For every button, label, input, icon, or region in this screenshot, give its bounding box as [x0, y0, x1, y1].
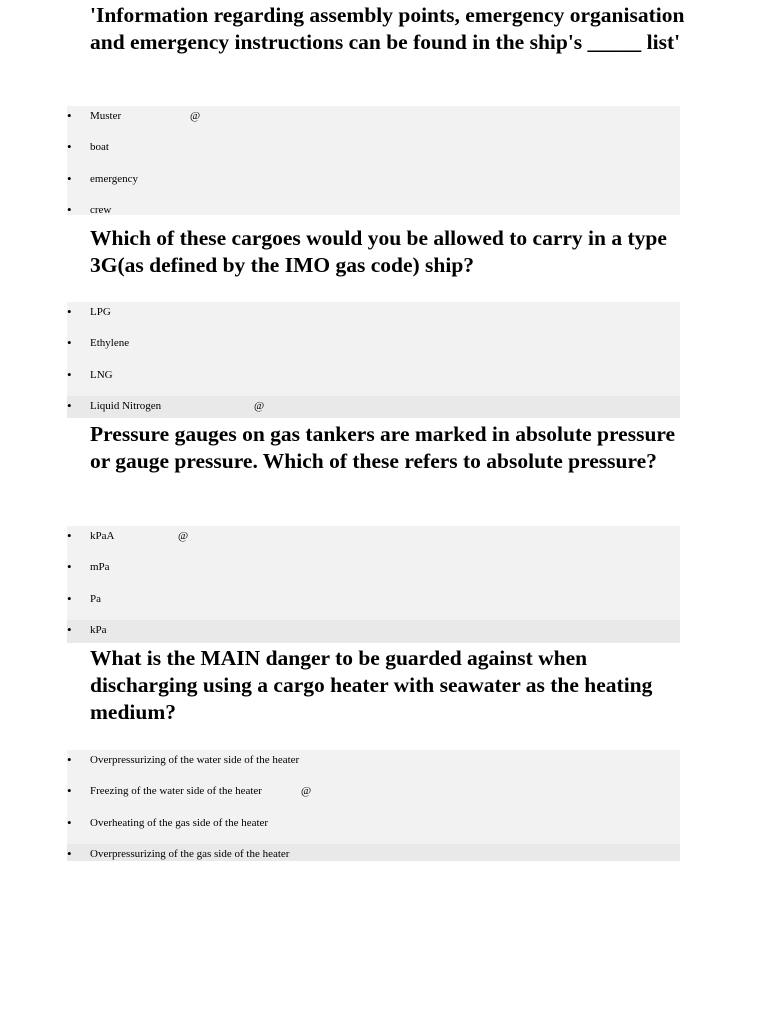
answer-marker: @ — [178, 530, 189, 542]
question-2-options — [67, 302, 680, 418]
option-label: kPa — [90, 623, 107, 636]
bullet: • — [67, 845, 72, 861]
option-label: Overpressurizing of the water side of the heater — [90, 754, 300, 766]
option-muster[interactable] — [67, 106, 680, 137]
bullet: • — [67, 201, 72, 217]
option-label: Freezing of the water side of the heater — [90, 785, 262, 798]
bullet: • — [67, 783, 72, 799]
option-boat[interactable] — [67, 137, 680, 168]
option-label: mPa — [90, 561, 110, 574]
option-kpaa[interactable] — [67, 526, 680, 557]
bullet: • — [67, 139, 72, 155]
option-lng[interactable] — [67, 365, 680, 396]
bullet: • — [67, 304, 72, 319]
option-liquid-nitrogen[interactable] — [67, 396, 680, 418]
option-emergency[interactable] — [67, 169, 680, 200]
option-overpressurizing-gas-side[interactable] — [67, 844, 680, 861]
bullet: • — [67, 335, 72, 351]
question-1-options — [67, 106, 680, 215]
question-3-text: Pressure gauges on gas tankers are marked in absolute pressure or gauge pressure. Which of these refers to absolute pressure? — [90, 422, 676, 473]
bullet: • — [67, 366, 72, 382]
bullet: • — [67, 814, 72, 830]
option-label: crew — [90, 203, 112, 216]
bullet: • — [67, 752, 72, 767]
option-label: Muster — [90, 110, 122, 122]
bullet: • — [67, 528, 72, 543]
question-2-text: Which of these cargoes would you be allowed to carry in a type 3G(as defined by the IMO gas code) ship? — [90, 226, 667, 277]
question-4-text: What is the MAIN danger to be guarded against when discharging using a cargo heater with seawater as the heating medium? — [90, 646, 653, 724]
bullet: • — [67, 559, 72, 575]
option-freezing-water-side[interactable] — [67, 781, 680, 812]
answer-marker: @ — [190, 110, 201, 122]
option-lpg[interactable] — [67, 302, 680, 333]
question-1-text: 'Information regarding assembly points, emergency organisation and emergency instructions can be found in the ship's _____ list' — [90, 3, 685, 54]
option-label: Overpressurizing of the gas side of the heater — [90, 847, 290, 860]
option-label: LPG — [90, 306, 111, 318]
option-pa[interactable] — [67, 589, 680, 620]
answer-marker: @ — [254, 399, 265, 412]
option-label: Ethylene — [90, 337, 130, 350]
option-ethylene[interactable] — [67, 333, 680, 364]
bullet: • — [67, 170, 72, 186]
option-label: emergency — [90, 172, 139, 185]
bullet: • — [67, 397, 72, 413]
question-4-options — [67, 750, 680, 861]
option-kpa[interactable] — [67, 620, 680, 643]
option-crew[interactable] — [67, 200, 680, 215]
bullet: • — [67, 621, 72, 637]
option-label: Pa — [90, 592, 101, 605]
bullet: • — [67, 108, 72, 123]
option-label: kPaA — [90, 530, 115, 542]
bullet: • — [67, 590, 72, 606]
option-overpressurizing-water-side[interactable] — [67, 750, 680, 781]
question-3-options — [67, 526, 680, 643]
option-label: Liquid Nitrogen — [90, 399, 162, 412]
option-mpa[interactable] — [67, 557, 680, 588]
option-label: boat — [90, 141, 109, 154]
option-label: Overheating of the gas side of the heater — [90, 816, 269, 829]
answer-marker: @ — [301, 785, 312, 798]
option-label: LNG — [90, 368, 113, 381]
option-overheating-gas-side[interactable] — [67, 813, 680, 844]
